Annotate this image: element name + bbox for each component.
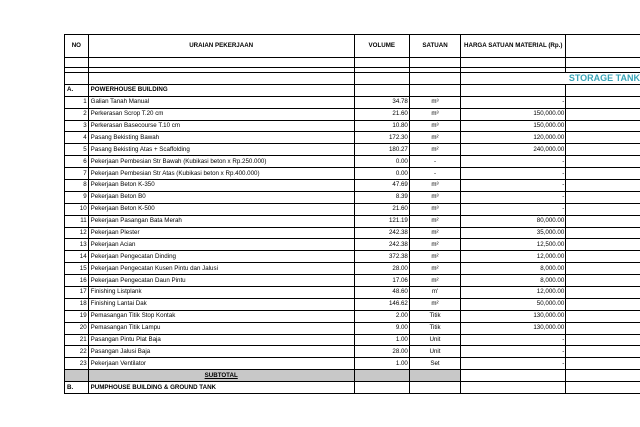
cell[interactable]	[566, 310, 640, 322]
item-volume[interactable]: 9.00	[354, 322, 409, 334]
item-volume[interactable]: 121.19	[354, 215, 409, 227]
item-description[interactable]: Pekerjaan Pasangan Bata Merah	[88, 215, 354, 227]
rab-table	[64, 34, 640, 394]
item-description[interactable]: Pekerjaan Pengecatan Dinding	[88, 251, 354, 263]
header-uraian: URAIAN PEKERJAAN	[88, 35, 354, 58]
item-volume[interactable]: 172.30	[354, 132, 409, 144]
cell[interactable]	[88, 73, 354, 85]
table-row	[65, 310, 640, 322]
table-row	[65, 168, 640, 180]
cell[interactable]	[409, 73, 460, 85]
item-unit[interactable]: m²	[409, 298, 460, 310]
cell[interactable]	[354, 84, 409, 96]
cell[interactable]	[566, 227, 640, 239]
cell[interactable]	[461, 84, 566, 96]
item-number[interactable]: 4	[65, 132, 89, 144]
item-number[interactable]: 8	[65, 180, 89, 192]
subtotal-label[interactable]: SUBTOTAL	[88, 370, 354, 382]
item-price[interactable]: -	[461, 168, 566, 180]
item-number[interactable]: 12	[65, 227, 89, 239]
item-unit[interactable]: m²	[409, 227, 460, 239]
cell[interactable]	[461, 382, 566, 394]
header-extra	[566, 35, 640, 58]
item-volume[interactable]: 242.38	[354, 227, 409, 239]
cell[interactable]	[566, 84, 640, 96]
item-number[interactable]: 9	[65, 191, 89, 203]
table-row	[65, 322, 640, 334]
cell[interactable]	[566, 120, 640, 132]
item-unit[interactable]: m²	[409, 215, 460, 227]
item-unit[interactable]: m²	[409, 263, 460, 275]
item-description[interactable]: Pasangan Pintu Plat Baja	[88, 334, 354, 346]
item-number[interactable]: 22	[65, 346, 89, 358]
cell[interactable]	[65, 58, 89, 68]
cell[interactable]	[566, 180, 640, 192]
item-price[interactable]: 130,000.00	[461, 322, 566, 334]
item-number[interactable]: 23	[65, 358, 89, 370]
table-row	[65, 191, 640, 203]
item-unit[interactable]: m³	[409, 108, 460, 120]
item-unit[interactable]: Unit	[409, 346, 460, 358]
storage-row	[65, 73, 640, 85]
item-number[interactable]: 21	[65, 334, 89, 346]
item-unit[interactable]: m³	[409, 96, 460, 108]
table-row	[65, 287, 640, 299]
table-row	[65, 120, 640, 132]
table-row	[65, 96, 640, 108]
item-price[interactable]: 12,500.00	[461, 239, 566, 251]
table-row	[65, 298, 640, 310]
cell[interactable]	[566, 263, 640, 275]
cell[interactable]	[566, 239, 640, 251]
cell[interactable]	[409, 370, 460, 382]
item-unit[interactable]: m²	[409, 275, 460, 287]
item-description[interactable]: Pekerjaan Plester	[88, 227, 354, 239]
item-description[interactable]: Perkerasan Basecourse T.10 cm	[88, 120, 354, 132]
cell[interactable]	[354, 370, 409, 382]
cell[interactable]	[461, 58, 566, 68]
table-row	[65, 227, 640, 239]
item-description[interactable]: Pekerjaan Ventilator	[88, 358, 354, 370]
cell[interactable]	[566, 215, 640, 227]
header-volume: VOLUME	[354, 35, 409, 58]
cell[interactable]	[566, 58, 640, 68]
cell[interactable]	[566, 132, 640, 144]
item-price[interactable]: 120,000.00	[461, 132, 566, 144]
cell[interactable]	[566, 382, 640, 394]
table-row	[65, 156, 640, 168]
section-a-row	[65, 84, 640, 96]
cell[interactable]	[566, 96, 640, 108]
section-a-title[interactable]: POWERHOUSE BUILDING	[88, 84, 354, 96]
item-description[interactable]: Pekerjaan Pengecatan Kusen Pintu dan Jalusi	[88, 263, 354, 275]
item-volume[interactable]: 8.39	[354, 191, 409, 203]
item-number[interactable]: 15	[65, 263, 89, 275]
section-b-code[interactable]: B.	[65, 382, 89, 394]
item-price[interactable]: 35,000.00	[461, 227, 566, 239]
cell[interactable]	[566, 370, 640, 382]
item-price[interactable]: 8,000.00	[461, 275, 566, 287]
storage-tank-label[interactable]: STORAGE TANK	[461, 73, 640, 85]
table-row	[65, 215, 640, 227]
item-number[interactable]: 6	[65, 156, 89, 168]
item-description[interactable]: Pekerjaan Acian	[88, 239, 354, 251]
table-row	[65, 108, 640, 120]
item-volume[interactable]: 146.62	[354, 298, 409, 310]
section-b-row	[65, 382, 640, 394]
item-price[interactable]: 8,000.00	[461, 263, 566, 275]
item-description[interactable]: Pasang Bekisting Atas + Scaffolding	[88, 144, 354, 156]
item-price[interactable]: 150,000.00	[461, 108, 566, 120]
cell[interactable]	[566, 203, 640, 215]
item-number[interactable]: 5	[65, 144, 89, 156]
table-row	[65, 334, 640, 346]
table-row	[65, 275, 640, 287]
item-description[interactable]: Pekerjaan Beton B0	[88, 191, 354, 203]
header-no: NO	[65, 35, 89, 58]
cell[interactable]	[566, 287, 640, 299]
cell[interactable]	[354, 58, 409, 68]
item-price[interactable]: -	[461, 334, 566, 346]
cell[interactable]	[566, 275, 640, 287]
item-number[interactable]: 18	[65, 298, 89, 310]
cell[interactable]	[461, 370, 566, 382]
item-unit[interactable]: m³	[409, 120, 460, 132]
item-volume[interactable]: 0.00	[354, 168, 409, 180]
item-unit[interactable]: Titik	[409, 310, 460, 322]
item-unit[interactable]: Set	[409, 358, 460, 370]
item-volume[interactable]: 21.60	[354, 203, 409, 215]
item-number[interactable]: 16	[65, 275, 89, 287]
item-description[interactable]: Perkerasan Scrop T.20 cm	[88, 108, 354, 120]
cell[interactable]	[409, 382, 460, 394]
table-row	[65, 251, 640, 263]
cell[interactable]	[566, 346, 640, 358]
item-unit[interactable]: m²	[409, 251, 460, 263]
item-description[interactable]: Pemasangan Titik Lampu	[88, 322, 354, 334]
item-volume[interactable]: 48.60	[354, 287, 409, 299]
item-unit[interactable]: m²	[409, 239, 460, 251]
item-volume[interactable]: 10.80	[354, 120, 409, 132]
item-unit[interactable]: m²	[409, 132, 460, 144]
table-row	[65, 132, 640, 144]
table-row	[65, 346, 640, 358]
table-row	[65, 263, 640, 275]
item-volume[interactable]: 242.38	[354, 239, 409, 251]
item-description[interactable]: Finishing Lantai Dak	[88, 298, 354, 310]
item-volume[interactable]: 17.06	[354, 275, 409, 287]
cell[interactable]	[65, 73, 89, 85]
cell[interactable]	[566, 298, 640, 310]
cell[interactable]	[354, 73, 409, 85]
item-unit[interactable]: m³	[409, 191, 460, 203]
item-unit[interactable]: m³	[409, 203, 460, 215]
table-row	[65, 180, 640, 192]
item-number[interactable]: 1	[65, 96, 89, 108]
item-description[interactable]: Pasang Bekisting Bawah	[88, 132, 354, 144]
blank-row	[65, 58, 640, 68]
table-row	[65, 144, 640, 156]
item-price[interactable]: 130,000.00	[461, 310, 566, 322]
item-number[interactable]: 17	[65, 287, 89, 299]
item-unit[interactable]: -	[409, 168, 460, 180]
item-description[interactable]: Pemasangan Titik Stop Kontak	[88, 310, 354, 322]
item-unit[interactable]: m³	[409, 180, 460, 192]
item-unit[interactable]: Titik	[409, 322, 460, 334]
item-number[interactable]: 13	[65, 239, 89, 251]
section-a-code[interactable]: A.	[65, 84, 89, 96]
item-volume[interactable]: 180.27	[354, 144, 409, 156]
subtotal-row	[65, 370, 640, 382]
item-price[interactable]: 50,000.00	[461, 298, 566, 310]
item-volume[interactable]: 372.38	[354, 251, 409, 263]
item-volume[interactable]: 2.00	[354, 310, 409, 322]
item-volume[interactable]: 0.00	[354, 156, 409, 168]
item-price[interactable]: -	[461, 346, 566, 358]
item-price[interactable]: -	[461, 96, 566, 108]
cell[interactable]	[566, 334, 640, 346]
item-description[interactable]: Pekerjaan Beton K-500	[88, 203, 354, 215]
cell[interactable]	[566, 156, 640, 168]
item-unit[interactable]: m²	[409, 144, 460, 156]
item-price[interactable]: 150,000.00	[461, 120, 566, 132]
table-row	[65, 203, 640, 215]
cell[interactable]	[566, 108, 640, 120]
item-number[interactable]: 7	[65, 168, 89, 180]
table-row	[65, 358, 640, 370]
cell[interactable]	[566, 322, 640, 334]
item-description[interactable]: Pekerjaan Pengecatan Daun Pintu	[88, 275, 354, 287]
item-price[interactable]: -	[461, 156, 566, 168]
item-volume[interactable]: 1.00	[354, 358, 409, 370]
cell[interactable]	[88, 58, 354, 68]
item-unit[interactable]: Unit	[409, 334, 460, 346]
item-description[interactable]: Pekerjaan Pembesian Str Atas (Kubikasi beton x Rp.400.000)	[88, 168, 354, 180]
header-row	[65, 35, 640, 58]
cell[interactable]	[566, 251, 640, 263]
item-description[interactable]: Pekerjaan Beton K-350	[88, 180, 354, 192]
section-b-title[interactable]: PUMPHOUSE BUILDING & GROUND TANK	[88, 382, 354, 394]
cell[interactable]	[409, 58, 460, 68]
item-number[interactable]: 3	[65, 120, 89, 132]
item-volume[interactable]: 28.00	[354, 346, 409, 358]
cell[interactable]	[566, 168, 640, 180]
item-description[interactable]: Galian Tanah Manual	[88, 96, 354, 108]
table-row	[65, 239, 640, 251]
item-unit[interactable]: -	[409, 156, 460, 168]
item-price[interactable]: -	[461, 191, 566, 203]
item-description[interactable]: Pasangan Jalusi Baja	[88, 346, 354, 358]
item-volume[interactable]: 1.00	[354, 334, 409, 346]
item-number[interactable]: 20	[65, 322, 89, 334]
header-satuan: SATUAN	[409, 35, 460, 58]
item-number[interactable]: 14	[65, 251, 89, 263]
item-number[interactable]: 11	[65, 215, 89, 227]
cell[interactable]	[566, 191, 640, 203]
item-unit[interactable]: m'	[409, 287, 460, 299]
header-harga: HARGA SATUAN MATERIAL (Rp.)	[461, 35, 566, 58]
item-number[interactable]: 19	[65, 310, 89, 322]
item-price[interactable]: -	[461, 203, 566, 215]
item-volume[interactable]: 21.60	[354, 108, 409, 120]
item-price[interactable]: -	[461, 180, 566, 192]
item-number[interactable]: 10	[65, 203, 89, 215]
item-number[interactable]: 2	[65, 108, 89, 120]
item-description[interactable]: Pekerjaan Pembesian Str Bawah (Kubikasi beton x Rp.250.000)	[88, 156, 354, 168]
item-description[interactable]: Finishing Listplank	[88, 287, 354, 299]
cell[interactable]	[354, 382, 409, 394]
cell[interactable]	[65, 370, 89, 382]
item-price[interactable]: -	[461, 358, 566, 370]
item-price[interactable]: 12,000.00	[461, 287, 566, 299]
cell[interactable]	[409, 84, 460, 96]
cell[interactable]	[566, 144, 640, 156]
item-volume[interactable]: 34.78	[354, 96, 409, 108]
item-price[interactable]: 80,000.00	[461, 215, 566, 227]
item-price[interactable]: 12,000.00	[461, 251, 566, 263]
cell[interactable]	[566, 358, 640, 370]
item-price[interactable]: 240,000.00	[461, 144, 566, 156]
item-volume[interactable]: 47.69	[354, 180, 409, 192]
item-volume[interactable]: 28.00	[354, 263, 409, 275]
